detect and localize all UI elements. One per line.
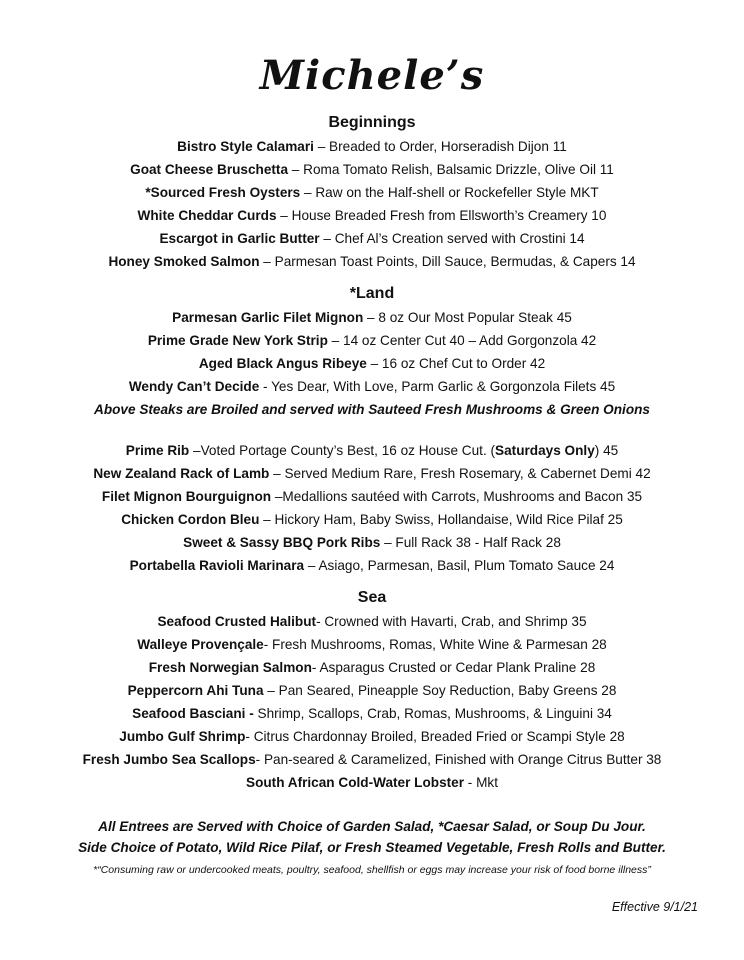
item-description: – 8 oz Our Most Popular Steak 45	[363, 310, 572, 325]
food-safety-disclaimer: *“Consuming raw or undercooked meats, poultry, seafood, shellfish or eggs may increase your risk of food borne illness”	[93, 864, 651, 876]
menu-item	[0, 250, 744, 273]
menu-item	[0, 508, 744, 531]
menu-item	[0, 158, 744, 181]
steak-note: Above Steaks are Broiled and served with Sauteed Fresh Mushrooms & Green Onions	[94, 402, 650, 417]
menu-item	[0, 181, 744, 204]
item-description: –Medallions sautéed with Carrots, Mushrooms and Bacon 35	[271, 489, 643, 504]
footer-line-salad: All Entrees are Served with Choice of Garden Salad, *Caesar Salad, or Soup Du Jour.	[98, 819, 646, 834]
item-name: Wendy Can’t Decide	[128, 379, 260, 394]
item-description: – Full Rack 38 - Half Rack 28	[380, 535, 561, 550]
menu-item	[0, 554, 744, 577]
item-description: – House Breaded Fresh from Ellsworth’s Creamery 10	[276, 208, 607, 223]
saturdays-only-label: Saturdays Only	[495, 443, 595, 458]
item-description: – 16 oz Chef Cut to Order 42	[366, 356, 546, 371]
menu-item	[0, 352, 744, 375]
item-description: –Voted Portage County’s Best, 16 oz House Cut. (	[189, 443, 496, 458]
menu-item	[0, 306, 744, 329]
item-description: – Raw on the Half-shell or Rockefeller Style MKT	[300, 185, 599, 200]
item-name: Jumbo Gulf Shrimp	[119, 729, 246, 744]
menu-item	[0, 748, 744, 771]
item-name: Peppercorn Ahi Tuna	[127, 683, 264, 698]
item-name: Filet Mignon Bourguignon	[101, 489, 272, 504]
item-description: - Mkt	[464, 775, 498, 790]
menu-item	[0, 462, 744, 485]
menu-item	[0, 702, 744, 725]
item-description: - Crowned with Havarti, Crab, and Shrimp 35	[316, 614, 587, 629]
footer-line-sides: Side Choice of Potato, Wild Rice Pilaf, or Fresh Steamed Vegetable, Fresh Rolls and Butter.	[78, 840, 666, 855]
item-name: Prime Grade New York Strip	[147, 333, 328, 348]
menu-item	[0, 439, 744, 462]
item-name: Fresh Norwegian Salmon	[148, 660, 312, 675]
restaurant-name: Michele’s	[259, 52, 485, 99]
item-name: Escargot in Garlic Butter	[159, 231, 320, 246]
section-heading: *Land	[349, 285, 395, 302]
item-name: Bistro Style Calamari	[177, 139, 314, 154]
item-name: Honey Smoked Salmon	[108, 254, 260, 269]
menu-item	[0, 204, 744, 227]
menu-item	[0, 771, 744, 794]
item-price: ) 45	[594, 443, 619, 458]
item-name: Walleye Provençale	[137, 637, 264, 652]
menu-item	[0, 656, 744, 679]
menu-item	[0, 725, 744, 748]
menu-item	[0, 135, 744, 158]
item-name: Prime Rib	[125, 443, 190, 458]
item-description: - Asparagus Crusted or Cedar Plank Praline 28	[311, 660, 596, 675]
menu-item	[0, 329, 744, 352]
menu-item	[0, 531, 744, 554]
section-land	[0, 282, 744, 421]
entree-footer	[0, 816, 744, 858]
menu-item	[0, 679, 744, 702]
section-heading: Sea	[357, 589, 387, 606]
effective-date: Effective 9/1/21	[611, 900, 698, 914]
item-description: – Asiago, Parmesan, Basil, Plum Tomato Sauce 24	[304, 558, 615, 573]
item-description: – Served Medium Rare, Fresh Rosemary, & Cabernet Demi 42	[269, 466, 651, 481]
item-description: - Pan-seared & Caramelized, Finished with Orange Citrus Butter 38	[255, 752, 662, 767]
item-description: – Chef Al’s Creation served with Crostini 14	[319, 231, 585, 246]
item-name: *Sourced Fresh Oysters	[145, 185, 301, 200]
item-name: White Cheddar Curds	[137, 208, 277, 223]
menu-item	[0, 633, 744, 656]
item-description: Shrimp, Scallops, Crab, Romas, Mushrooms, & Linguini 34	[253, 706, 612, 721]
menu-item	[0, 227, 744, 250]
item-name: Seafood Basciani -	[132, 706, 254, 721]
item-name: Seafood Crusted Halibut	[157, 614, 317, 629]
item-description: - Citrus Chardonnay Broiled, Breaded Fried or Scampi Style 28	[245, 729, 625, 744]
item-name: Parmesan Garlic Filet Mignon	[172, 310, 364, 325]
section-sea	[0, 586, 744, 794]
item-description: – Pan Seared, Pineapple Soy Reduction, Baby Greens 28	[263, 683, 617, 698]
menu-item	[0, 375, 744, 398]
item-description: – Hickory Ham, Baby Swiss, Hollandaise, Wild Rice Pilaf 25	[259, 512, 623, 527]
item-description: – 14 oz Center Cut 40 – Add Gorgonzola 42	[327, 333, 597, 348]
item-name: Aged Black Angus Ribeye	[198, 356, 367, 371]
item-name: New Zealand Rack of Lamb	[93, 466, 270, 481]
item-description: - Fresh Mushrooms, Romas, White Wine & Parmesan 28	[263, 637, 607, 652]
item-name: Chicken Cordon Bleu	[121, 512, 260, 527]
item-name: Portabella Ravioli Marinara	[129, 558, 305, 573]
item-name: Sweet & Sassy BBQ Pork Ribs	[183, 535, 381, 550]
item-description: – Breaded to Order, Horseradish Dijon 11	[313, 139, 567, 154]
item-description: – Roma Tomato Relish, Balsamic Drizzle, Olive Oil 11	[288, 162, 614, 177]
item-description: – Parmesan Toast Points, Dill Sauce, Bermudas, & Capers 14	[259, 254, 636, 269]
item-name: South African Cold-Water Lobster	[246, 775, 465, 790]
item-name: Goat Cheese Bruschetta	[130, 162, 289, 177]
section-heading: Beginnings	[328, 114, 416, 131]
item-name: Fresh Jumbo Sea Scallops	[82, 752, 256, 767]
section-land-entrees	[0, 439, 744, 577]
menu-item	[0, 485, 744, 508]
menu-item	[0, 610, 744, 633]
item-description: - Yes Dear, With Love, Parm Garlic & Gorgonzola Filets 45	[259, 379, 616, 394]
section-beginnings	[0, 111, 744, 273]
